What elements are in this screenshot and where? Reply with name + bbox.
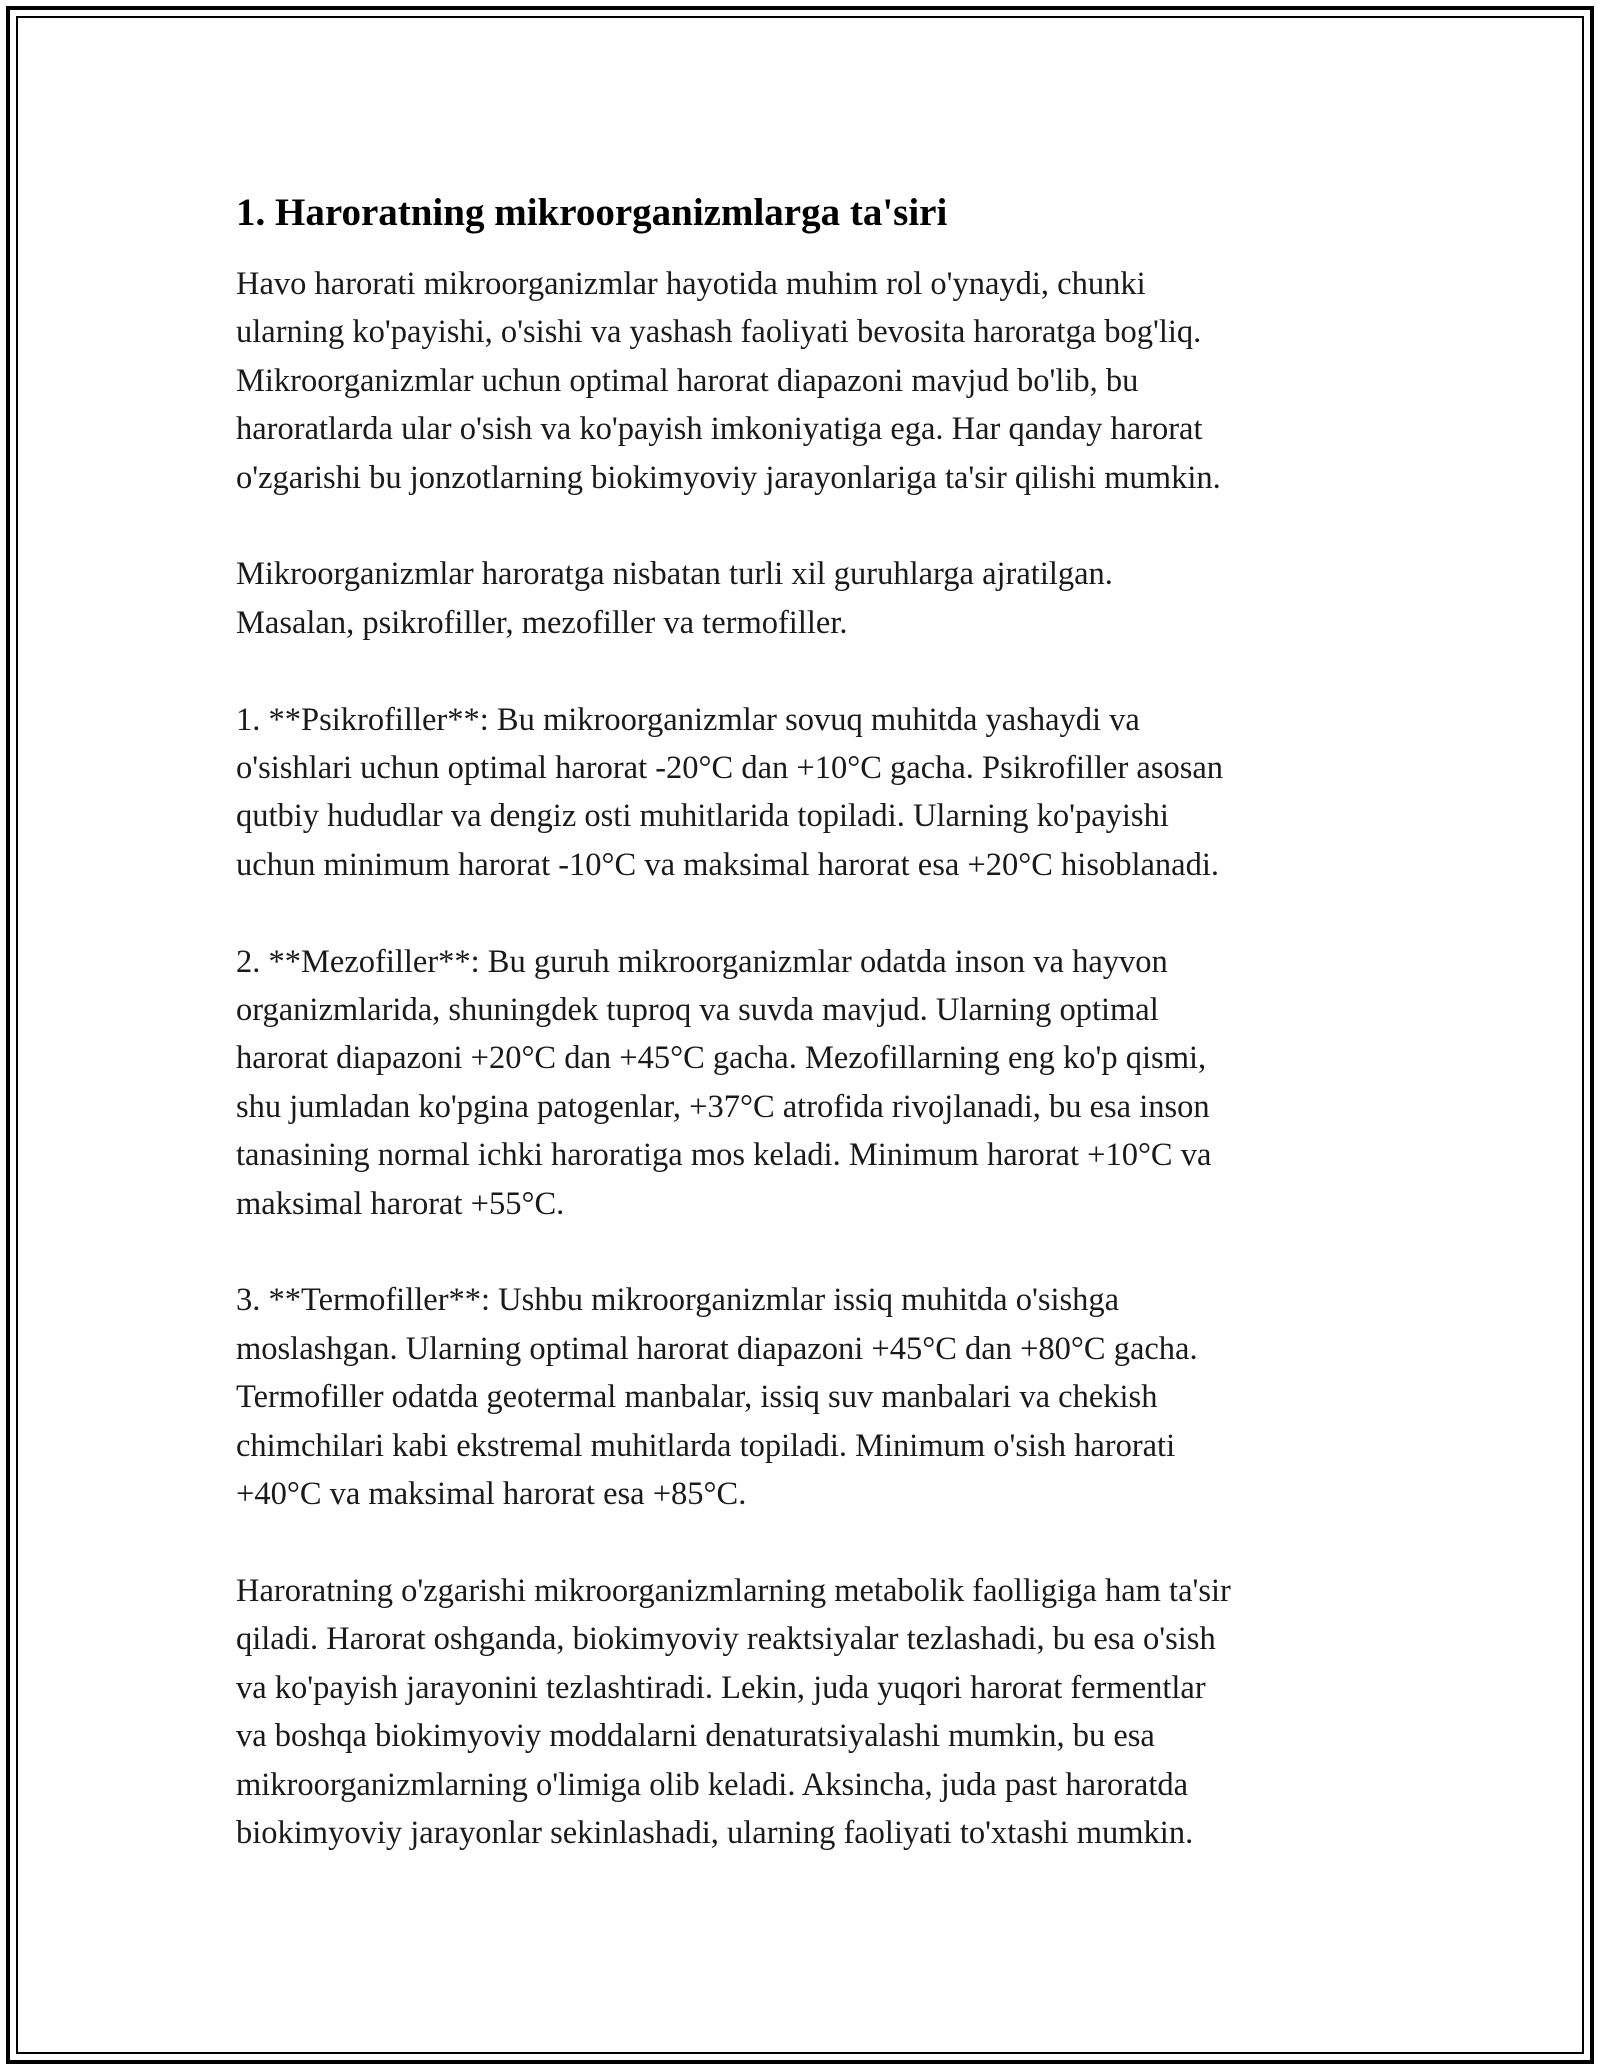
paragraph-intro: Havo harorati mikroorganizmlar hayotida muhim rol o'ynaydi, chunki ularning ko'payishi, o'sishi va yashash faoliyati bevosita haroratga bog'liq. Mikroorganizmlar uchun optimal harorat diapazoni mavjud bo'lib, bu haroratlarda ular o'sish va ko'payish imkoniyatiga ega. Har qanday harorat o'zgarishi bu jonzotlarning biokimyoviy jarayonlariga ta'sir qilishi mumkin.	[236, 266, 1221, 496]
paragraph-groups: Mikroorganizmlar haroratga nisbatan turli xil guruhlarga ajratilgan. Masalan, psikrofiller, mezofiller va termofiller.	[236, 556, 1113, 641]
paragraph-metabolism: Haroratning o'zgarishi mikroorganizmlarning metabolik faolligiga ham ta'sir qiladi. Harorat oshganda, biokimyoviy reaktsiyalar tezlashadi, bu esa o'sish va ko'payish jarayonini tezlashtiradi. Lekin, juda yuqori harorat fermentlar va boshqa biokimyoviy moddalarni denaturatsiyalashi mumkin, bu esa mikroorganizmlarning o'limiga olib keladi. Aksincha, juda past haroratda biokimyoviy jarayonlar sekinlashadi, ularning faoliyati to'xtashi mumkin.	[236, 1572, 1231, 1851]
section-title: 1. Haroratning mikroorganizmlarga ta'siri	[236, 191, 948, 234]
paragraph-psychrophiles: 1. **Psikrofiller**: Bu mikroorganizmlar sovuq muhitda yashaydi va o'sishlari uchun optimal harorat -20°C dan +10°C gacha. Psikrofiller asosan qutbiy hududlar va dengiz osti muhitlarida topiladi. Ularning ko'payishi uchun minimum harorat -10°C va maksimal harorat esa +20°C hisoblanadi.	[236, 701, 1224, 883]
paragraph-mesophiles: 2. **Mezofiller**: Bu guruh mikroorganizmlar odatda inson va hayvon organizmlarida, shuningdek tuproq va suvda mavjud. Ularning optimal harorat diapazoni +20°C dan +45°C gacha. Mezofillarning eng ko'p qismi, shu jumladan ko'pgina patogenlar, +37°C atrofida rivojlanadi, bu esa inson tanasining normal ichki haroratiga mos keladi. Minimum harorat +10°C va maksimal harorat +55°C.	[236, 943, 1212, 1222]
paragraph-thermophiles: 3. **Termofiller**: Ushbu mikroorganizmlar issiq muhitda o'sishga moslashgan. Ularning optimal harorat diapazoni +45°C dan +80°C gacha. Termofiller odatda geotermal manbalar, issiq suv manbalari va chekish chimchilari kabi ekstremal muhitlarda topiladi. Minimum o'sish harorati +40°C va maksimal harorat esa +85°C.	[236, 1282, 1198, 1513]
document-body	[236, 188, 1366, 1906]
